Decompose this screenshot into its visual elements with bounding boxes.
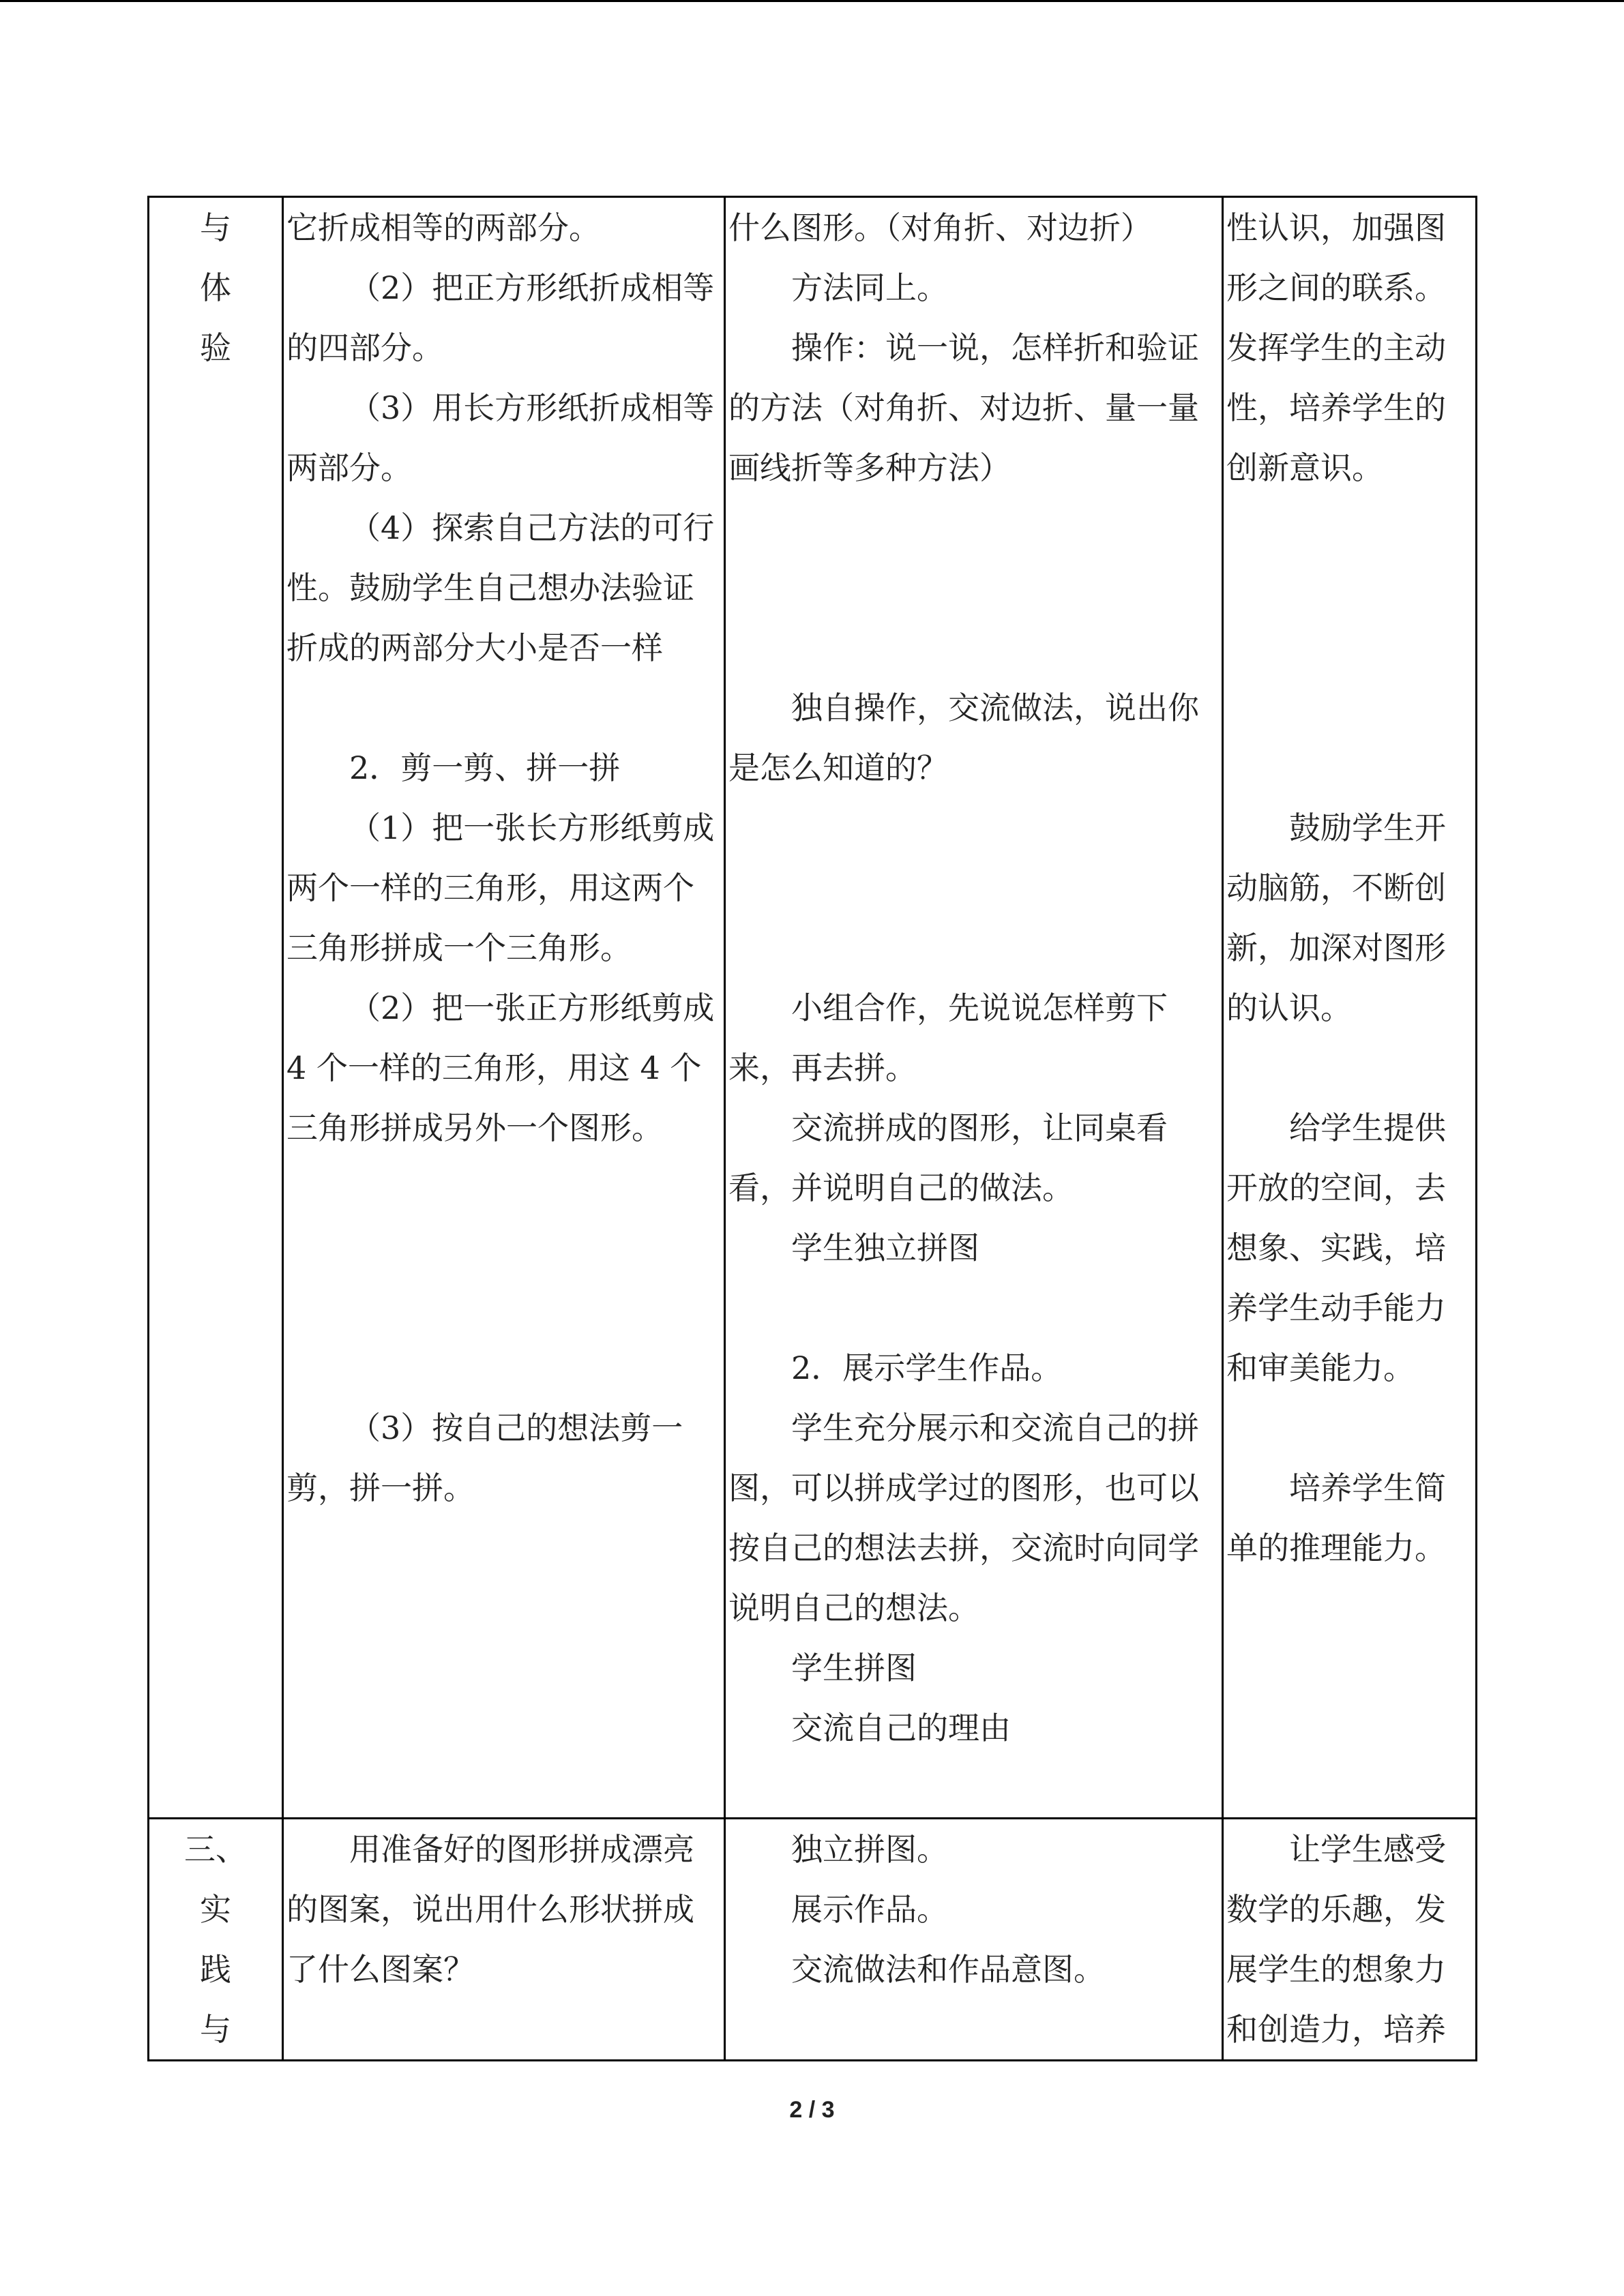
activity-paragraph: 展示作品。	[791, 1891, 948, 1928]
activity-paragraph: 独自操作，交流做法，说出你是怎么知道的？	[728, 689, 1199, 786]
intent-paragraph: 培养学生简单的推理能力。	[1226, 1470, 1446, 1566]
activity-paragraph: 操作：说一说，怎样折和验证的方法（对角折、对边折、量一量画线折等多种方法）	[728, 329, 1199, 486]
intent-paragraph: 性认识，加强图形之间的联系。发挥学生的主动性，培养学生的创新意识。	[1226, 209, 1446, 486]
content-section-heading: 2．剪一剪、拼一拼	[349, 749, 621, 786]
activity-paragraph: 学生拼图	[791, 1650, 917, 1686]
activity-section-heading: 2．展示学生作品。	[791, 1350, 1063, 1386]
content-paragraph: 它折成相等的两部分。	[286, 209, 600, 246]
top-border-line	[0, 0, 1624, 2]
design-intent-cell	[1223, 197, 1477, 1819]
table-row	[149, 197, 1477, 1819]
page-number: 2 / 3	[789, 2097, 835, 2123]
stage-char: 与	[200, 209, 231, 246]
content-paragraph: 用准备好的图形拼成漂亮的图案，说出用什么形状拼成了什么图案？	[286, 1831, 694, 1988]
lesson-plan-table	[147, 196, 1477, 2061]
teaching-content-cell	[283, 1819, 725, 2061]
stage-cell	[149, 1819, 283, 2061]
stage-char: 三、	[184, 1831, 247, 1868]
stage-char: 验	[200, 329, 231, 366]
stage-char: 践	[200, 1951, 231, 1988]
stage-cell	[149, 197, 283, 1819]
activity-paragraph: 学生独立拼图	[791, 1229, 979, 1266]
activity-paragraph: 独立拼图。	[791, 1831, 948, 1868]
stage-char: 实	[200, 1891, 231, 1928]
content-paragraph: （3）按自己的想法剪一剪，拼一拼。	[286, 1410, 683, 1506]
activity-paragraph: 小组合作，先说说怎样剪下来，再去拼。	[728, 989, 1168, 1086]
content-paragraph: （2）把一张正方形纸剪成 4 个一样的三角形，用这 4 个三角形拼成另外一个图形。	[286, 989, 715, 1146]
content-paragraph: （4）探索自己方法的可行性。鼓励学生自己想办法验证折成的两部分大小是否一样	[286, 509, 715, 666]
activity-paragraph: 交流做法和作品意图。	[791, 1951, 1105, 1988]
intent-paragraph: 让学生感受数学的乐趣，发展学生的想象力和创造力，培养	[1226, 1831, 1446, 2048]
design-intent-cell	[1223, 1819, 1477, 2061]
activity-paragraph: 交流自己的理由	[791, 1710, 1011, 1746]
teaching-content-cell	[283, 197, 725, 1819]
student-activity-cell	[725, 197, 1223, 1819]
intent-paragraph: 给学生提供开放的空间，去想象、实践，培养学生动手能力和审美能力。	[1226, 1109, 1446, 1386]
content-paragraph: （3）用长方形纸折成相等两部分。	[286, 389, 715, 486]
intent-paragraph: 鼓励学生开动脑筋，不断创新，加深对图形的认识。	[1226, 809, 1446, 1026]
stage-char: 与	[200, 2011, 231, 2048]
content-paragraph: （1）把一张长方形纸剪成两个一样的三角形，用这两个三角形拼成一个三角形。	[286, 809, 715, 966]
activity-paragraph: 方法同上。	[791, 269, 948, 306]
activity-paragraph: 什么图形。（对角折、对边折）	[728, 209, 1152, 246]
content-paragraph: （2）把正方形纸折成相等的四部分。	[286, 269, 715, 366]
activity-paragraph: 学生充分展示和交流自己的拼图，可以拼成学过的图形，也可以按自己的想法去拼，交流时向同学说明自己的想法。	[728, 1410, 1199, 1626]
stage-char: 体	[200, 269, 231, 306]
table-row	[149, 1819, 1477, 2061]
activity-paragraph: 交流拼成的图形，让同桌看看，并说明自己的做法。	[728, 1109, 1168, 1206]
student-activity-cell	[725, 1819, 1223, 2061]
